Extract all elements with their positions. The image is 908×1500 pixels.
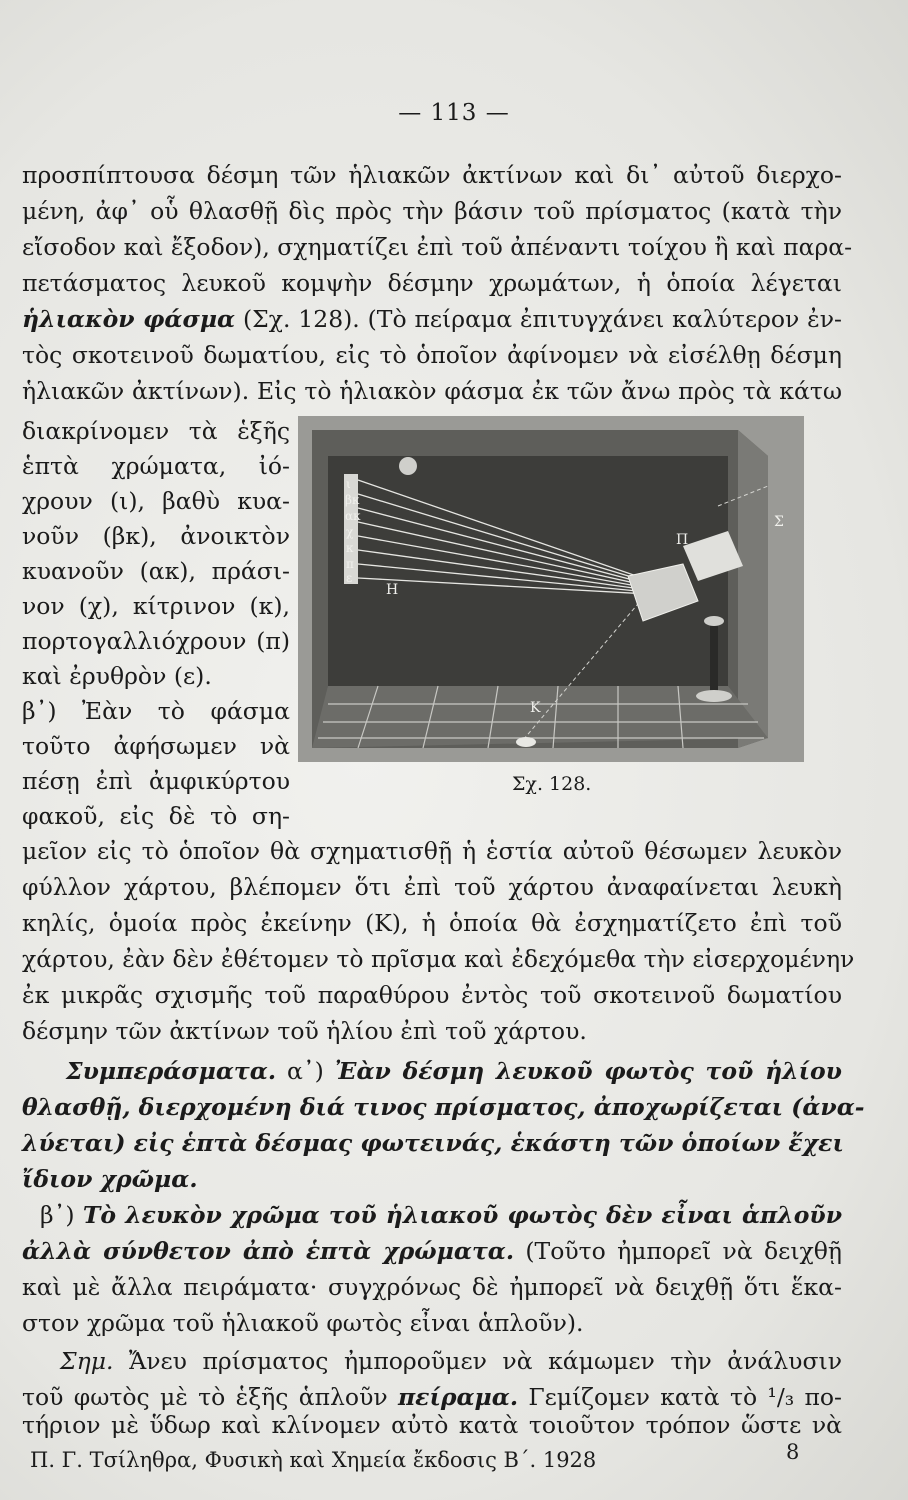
spectrum-label: κ	[346, 541, 354, 555]
text-line: στον χρῶμα τοῦ ἡλιακοῦ φωτὸς εἶναι ἁπλοῦν).	[22, 1309, 584, 1337]
text-line: φύλλον χάρτου, βλέπομεν ὅτι ἐπὶ τοῦ χάρτου ἀναφαίνεται λευκὴ	[22, 873, 842, 901]
note-line	[22, 1382, 842, 1412]
figure-caption: Σχ. 128.	[512, 773, 592, 795]
conclusion-a-text: Ἐὰν δέσμη λευκοῦ φωτὸς τοῦ ἡλίου	[334, 1057, 842, 1085]
text-line: πορτογαλλιόχρουν (π)	[22, 627, 290, 655]
term-solar-spectrum: ἡλιακὸν φάσμα	[22, 305, 236, 333]
text-line: τήριον μὲ ὕδωρ καὶ κλίνομεν αὐτὸ κατὰ τοιοῦτον τρόπον ὥστε νὰ	[22, 1411, 842, 1439]
text-line: νοῦν (βκ), ἀνοικτὸν	[22, 522, 290, 550]
text-line: καὶ μὲ ἄλλα πειράματα· συγχρόνως δὲ ἠμπορεῖ νὰ δειχθῇ ὅτι ἕκα-	[22, 1273, 842, 1301]
figure-letter-p: Π	[676, 532, 689, 548]
text-line: τοῦτο ἀφήσωμεν νὰ	[22, 732, 290, 760]
text-line: εἴσοδον καὶ ἔξοδον), σχηματίζει ἐπὶ τοῦ ἀπέναντι τοίχου ἢ καὶ παρα-	[22, 233, 853, 261]
text-line: ἐκ μικρᾶς σχισμῆς τοῦ παραθύρου ἐντὸς τοῦ σκοτεινοῦ δωματίου	[22, 981, 842, 1009]
spectrum-label: ε	[346, 571, 353, 585]
conclusions-line	[66, 1056, 842, 1086]
conclusion-a-line: ἴδιον χρῶμα.	[22, 1165, 198, 1193]
conclusions-heading: Συμπεράσματα.	[66, 1057, 277, 1085]
sheet-number: 8	[786, 1440, 800, 1464]
conclusion-b-label: β᾽)	[40, 1201, 83, 1229]
text-line	[22, 304, 842, 334]
spectrum-label: χ	[346, 525, 354, 539]
text-line: τὸς σκοτεινοῦ δωματίου, εἰς τὸ ὁποῖον ἀφίνομεν νὰ εἰσέλθῃ δέσμη	[22, 341, 842, 369]
spectrum-label: βκ	[345, 493, 360, 507]
figure-letter-k: Κ	[530, 700, 541, 716]
conclusion-b-line	[40, 1200, 842, 1230]
note-label: Σημ.	[60, 1347, 114, 1375]
text-line: κηλίς, ὁμοία πρὸς ἐκείνην (Κ), ἡ ὁποία θὰ ἐσχηματίζετο ἐπὶ τοῦ	[22, 909, 842, 937]
text-line: μεῖον εἰς τὸ ὁποῖον θὰ σχηματισθῇ ἡ ἑστία αὐτοῦ θέσωμεν λευκὸν	[22, 837, 842, 865]
text-line: δέσμην τῶν ἀκτίνων τοῦ ἡλίου ἐπὶ τοῦ χάρτου.	[22, 1017, 587, 1045]
text-line: φακοῦ, εἰς δὲ τὸ ση-	[22, 802, 290, 830]
text-line: νον (χ), κίτρινον (κ),	[22, 592, 290, 620]
conclusion-b-line	[22, 1236, 842, 1266]
text-line: β᾽) Ἐὰν τὸ φάσμα	[22, 697, 290, 725]
text-line: χρουν (ι), βαθὺ κυα-	[22, 487, 290, 515]
conclusion-a-line: θλασθῇ, διερχομένη διά τινος πρίσματος, ἀποχωρίζεται (ἀνα-	[22, 1093, 865, 1121]
text-span: (Σχ. 128). (Τὸ πείραμα ἐπιτυγχάνει καλύτερον ἐν-	[235, 305, 842, 333]
spectrum-label: π	[346, 557, 354, 571]
conclusion-b-text: ἀλλὰ σύνθετον ἀπὸ ἑπτὰ χρώματα.	[22, 1237, 515, 1265]
text-line: ἡλιακῶν ἀκτίνων). Εἰς τὸ ἡλιακὸν φάσμα ἐκ τῶν ἄνω πρὸς τὰ κάτω	[22, 377, 842, 405]
figure-letter-h: Η	[386, 582, 399, 598]
text-line: προσπίπτουσα δέσμη τῶν ἡλιακῶν ἀκτίνων καὶ δι᾽ αὐτοῦ διερχο-	[22, 161, 842, 189]
note-term: πείραμα.	[397, 1383, 519, 1411]
spectrum-label: ι	[346, 477, 351, 491]
spectrum-label: ακ	[345, 509, 361, 523]
text-span: Ἄνευ πρίσματος ἠμποροῦμεν νὰ κάμωμεν τὴν ἀνάλυσιν	[113, 1347, 842, 1375]
text-line: διακρίνομεν τὰ ἑξῆς	[22, 417, 290, 445]
page-number: — 113 —	[398, 100, 510, 126]
figure-prism-experiment	[298, 416, 804, 762]
text-span: Γεμίζομεν κατὰ τὸ ¹/₃ πο-	[518, 1383, 843, 1411]
text-span: (Τοῦτο ἠμπορεῖ νὰ δειχθῇ	[514, 1237, 842, 1265]
text-line: μένη, ἀφ᾽ οὗ θλασθῇ δὶς πρὸς τὴν βάσιν τοῦ πρίσματος (κατὰ τὴν	[22, 197, 842, 225]
text-span: τοῦ φωτὸς μὲ τὸ ἑξῆς ἁπλοῦν	[22, 1383, 398, 1411]
text-line: πετάσματος λευκοῦ κομψὴν δέσμην χρωμάτων, ἡ ὁποία λέγεται	[22, 269, 842, 297]
note-line	[60, 1346, 842, 1376]
text-line: ἑπτὰ χρώματα, ἰό-	[22, 452, 290, 480]
conclusion-a-line: λύεται) εἰς ἑπτὰ δέσμας φωτεινάς, ἑκάστη τῶν ὁποίων ἔχει	[22, 1129, 844, 1157]
conclusion-a-label: α᾽)	[276, 1057, 335, 1085]
footer-signature: Π. Γ. Τσίληθρα, Φυσικὴ καὶ Χημεία ἔκδοσις Β΄. 1928	[30, 1448, 597, 1472]
conclusion-b-text: Τὸ λευκὸν χρῶμα τοῦ ἡλιακοῦ φωτὸς δὲν εἶναι ἁπλοῦν	[82, 1201, 842, 1229]
text-line: καὶ ἐρυθρὸν (ε).	[22, 662, 212, 690]
figure-letter-s: Σ	[774, 514, 784, 530]
text-line: πέσῃ ἐπὶ ἀμφικύρτου	[22, 767, 290, 795]
text-line: κυανοῦν (ακ), πράσι-	[22, 557, 290, 585]
text-line: χάρτου, ἐὰν δὲν ἐθέτομεν τὸ πρῖσμα καὶ ἐδεχόμεθα τὴν εἰσερχομένην	[22, 945, 855, 973]
